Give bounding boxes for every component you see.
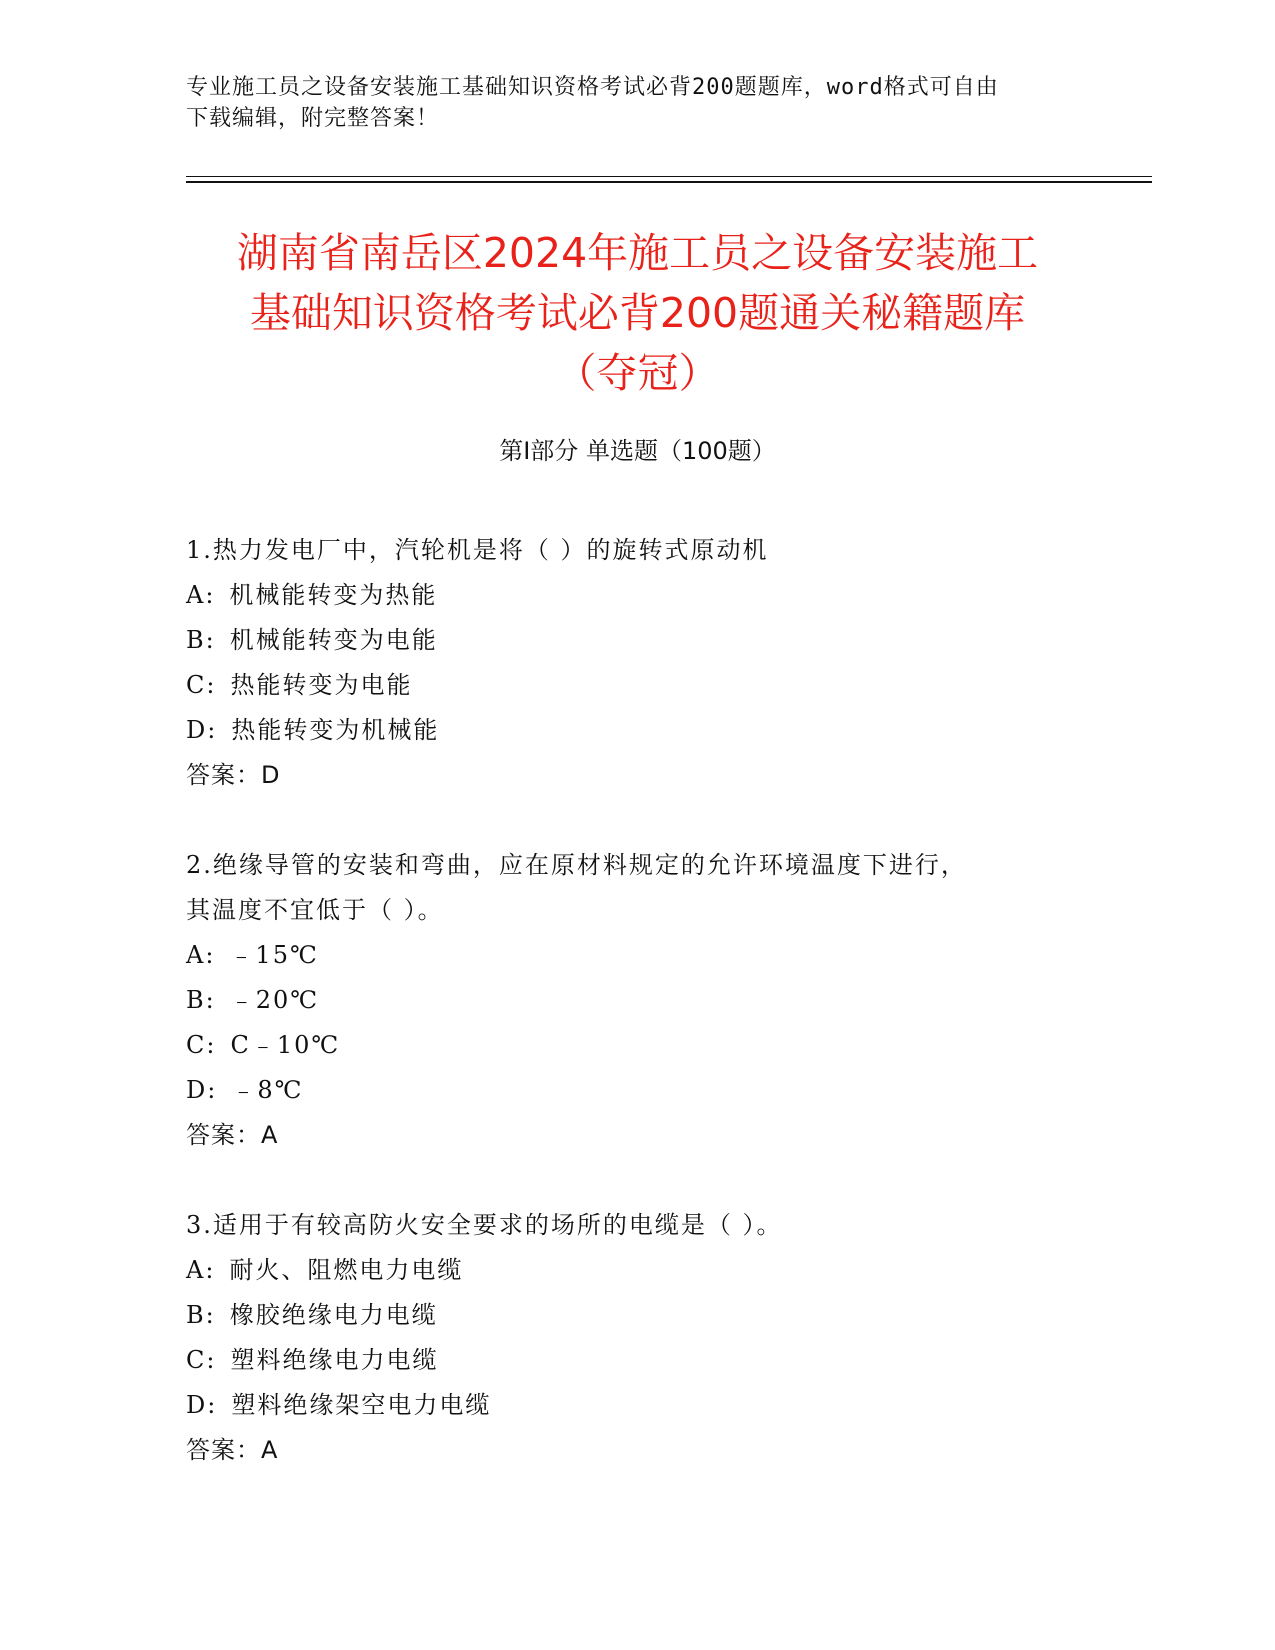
option-row bbox=[186, 708, 1146, 753]
option-text: 橡胶绝缘电力电缆 bbox=[229, 1301, 438, 1329]
option-row bbox=[186, 1383, 1146, 1428]
option-key: D: bbox=[186, 1391, 218, 1419]
option-text: 塑料绝缘电力电缆 bbox=[230, 1346, 439, 1374]
answer-label: 答案： bbox=[186, 1121, 261, 1149]
question-stem: 其温度不宜低于（ ）。 bbox=[186, 896, 444, 924]
option-key: C: bbox=[186, 1346, 217, 1374]
option-text: ﹣20℃ bbox=[229, 986, 320, 1014]
question-stem: 1.热力发电厂中，汽轮机是将（ ）的旋转式原动机 bbox=[186, 536, 769, 564]
option-text: 耐火、阻燃电力电缆 bbox=[229, 1256, 464, 1284]
title-line: 基础知识资格考试必背200题通关秘籍题库 bbox=[249, 289, 1026, 337]
option-key: A: bbox=[186, 1256, 216, 1284]
option-row bbox=[186, 1248, 1146, 1293]
answer-row bbox=[186, 1113, 1146, 1158]
option-key: B: bbox=[186, 1301, 216, 1329]
option-row bbox=[186, 978, 1146, 1023]
option-text: 机械能转变为热能 bbox=[229, 581, 438, 609]
option-key: C: bbox=[186, 671, 217, 699]
option-key: D: bbox=[186, 1076, 218, 1104]
header-note-line: 专业施工员之设备安装施工基础知识资格考试必背200题题库，word格式可自由 bbox=[186, 75, 999, 100]
section-heading: 第Ⅰ部分 单选题（100题） bbox=[499, 437, 776, 465]
option-row bbox=[186, 573, 1146, 618]
question-stem: 3.适用于有较高防火安全要求的场所的电缆是（ ）。 bbox=[186, 1211, 783, 1239]
answer-value: D bbox=[261, 761, 281, 789]
answer-row bbox=[186, 753, 1146, 798]
header-note-line: 下载编辑，附完整答案！ bbox=[186, 106, 440, 131]
title-line: （夺冠） bbox=[555, 349, 720, 397]
title-line: 湖南省南岳区2024年施工员之设备安装施工 bbox=[236, 229, 1039, 277]
option-key: A: bbox=[186, 581, 216, 609]
option-key: A: bbox=[186, 941, 216, 969]
option-row bbox=[186, 1293, 1146, 1338]
option-text: 热能转变为机械能 bbox=[231, 716, 440, 744]
option-row bbox=[186, 933, 1146, 978]
header-note bbox=[186, 72, 1086, 134]
question-stem: 2.绝缘导管的安装和弯曲，应在原材料规定的允许环境温度下进行， bbox=[186, 851, 967, 879]
question-list bbox=[186, 528, 1146, 1518]
question-item bbox=[186, 1203, 1146, 1473]
option-key: C: bbox=[186, 1031, 217, 1059]
option-text: 机械能转变为电能 bbox=[229, 626, 438, 654]
question-item bbox=[186, 843, 1146, 1158]
answer-label: 答案： bbox=[186, 761, 261, 789]
option-row bbox=[186, 618, 1146, 663]
answer-row bbox=[186, 1428, 1146, 1473]
option-text: ﹣15℃ bbox=[229, 941, 319, 969]
option-key: D: bbox=[186, 716, 218, 744]
document-title bbox=[150, 223, 1125, 403]
answer-value: A bbox=[261, 1121, 279, 1149]
option-key: B: bbox=[186, 986, 216, 1014]
option-text: 热能转变为电能 bbox=[230, 671, 413, 699]
answer-label: 答案： bbox=[186, 1436, 261, 1464]
question-item bbox=[186, 528, 1146, 798]
header-divider-thick bbox=[186, 181, 1152, 183]
option-text: 塑料绝缘架空电力电缆 bbox=[231, 1391, 492, 1419]
header-divider-thin bbox=[186, 176, 1152, 177]
option-key: B: bbox=[186, 626, 216, 654]
option-text: C﹣10℃ bbox=[230, 1031, 341, 1059]
option-row bbox=[186, 1023, 1146, 1068]
option-row bbox=[186, 663, 1146, 708]
answer-value: A bbox=[261, 1436, 279, 1464]
option-row bbox=[186, 1068, 1146, 1113]
option-row bbox=[186, 1338, 1146, 1383]
option-text: ﹣8℃ bbox=[231, 1076, 304, 1104]
